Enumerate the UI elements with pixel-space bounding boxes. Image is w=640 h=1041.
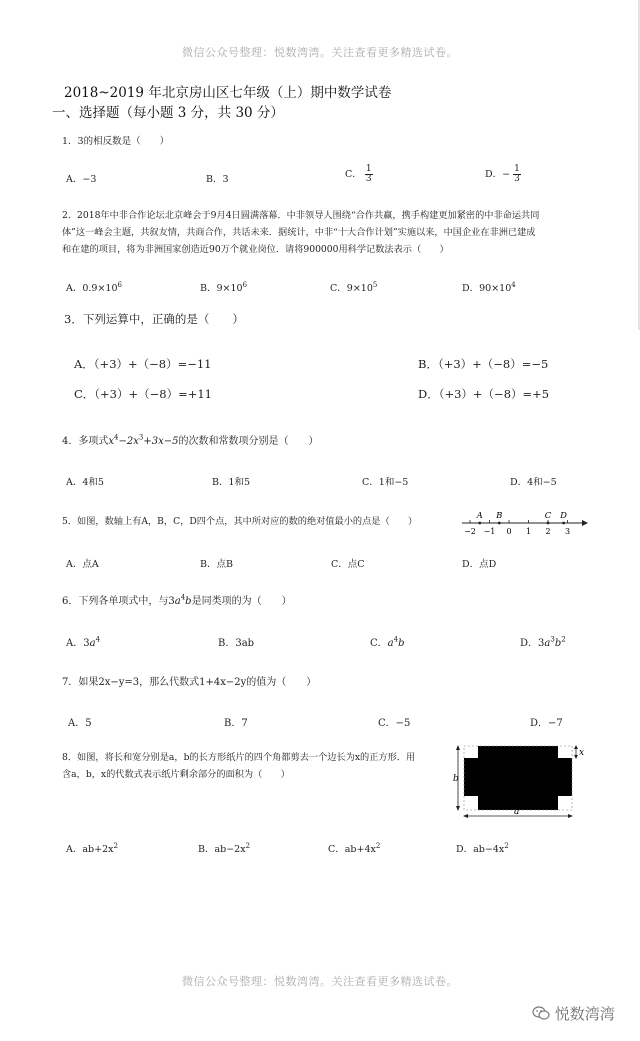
question-3-option-c: C．（+3）+（−8）=+11 <box>74 387 212 401</box>
stem-suffix: 是同类项的为（ ） <box>191 596 292 607</box>
axis-tick-label: 3 <box>564 527 571 536</box>
question-8-option-b <box>198 841 250 855</box>
section-title: 一、选择题（每小题 3 分，共 30 分） <box>52 105 284 121</box>
fraction <box>365 165 373 184</box>
question-8-option-a <box>66 841 118 855</box>
brand-logo <box>532 1003 615 1024</box>
question-2-stem-line-2: 体”这一峰会主题，共叙友情，共商合作，共话未来．据统计，中非“十大合作计划”实施以来，中国企业在非洲已建成 <box>62 227 536 238</box>
question-1-option-c <box>345 165 373 184</box>
question-4-option-c: C．1和−5 <box>362 477 409 488</box>
remaining-paper-shape <box>464 746 572 810</box>
exponent: 2 <box>245 841 251 850</box>
arrow-icon <box>568 814 573 818</box>
option-text: C． <box>370 638 388 649</box>
option-text: D．90×10 <box>462 283 512 294</box>
question-7-stem: 7．如果2x−y=3，那么代数式1+4x−2y的值为（ ） <box>62 677 317 688</box>
option-text: B．9×10 <box>200 283 243 294</box>
question-5-option-b: B．点B <box>200 559 233 570</box>
arrow-icon <box>574 755 578 759</box>
question-1-stem: 1．3的相反数是（ ） <box>62 136 170 147</box>
question-2-option-d <box>462 280 516 294</box>
denominator: 3 <box>514 174 520 184</box>
exponent: 4 <box>511 280 516 289</box>
option-text: A．3 <box>66 638 90 649</box>
option-text: D．3 <box>520 638 545 649</box>
question-7-option-c: C．−5 <box>378 718 411 729</box>
question-6-stem <box>62 592 292 607</box>
wechat-icon <box>532 1005 550 1021</box>
arrow-icon <box>456 806 460 811</box>
question-6-option-c <box>370 634 405 649</box>
fraction <box>513 165 521 184</box>
rectangle-cut-corners-figure <box>448 740 588 820</box>
question-3-option-b: B．（+3）+（−8）=−5 <box>418 357 549 371</box>
axis-point-label: B <box>496 511 503 521</box>
numerator: 1 <box>365 164 372 174</box>
arrow-icon <box>463 814 468 818</box>
option-c-label: C． <box>345 169 362 180</box>
exponent: 5 <box>372 280 378 289</box>
question-5-stem: 5．如图，数轴上有A，B，C，D四个点，其中所对应的数的绝对值最小的点是（ ） <box>62 516 418 527</box>
exponent: 2 <box>113 841 118 850</box>
option-text: D．ab−4x <box>456 844 505 855</box>
question-5-option-a: A．点A <box>66 559 99 570</box>
axis-tick-label: −1 <box>483 527 496 536</box>
question-1-option-d <box>485 165 521 184</box>
question-7-option-d: D．−7 <box>530 718 563 729</box>
question-8-stem-line-2: 含a，b，x的代数式表示纸片剩余部分的面积为（ ） <box>62 769 290 780</box>
axis-tick-label: 0 <box>506 527 512 536</box>
stem-suffix: 的次数和常数项分别是（ ） <box>178 436 319 447</box>
axis-tick-label: 2 <box>545 527 551 536</box>
exponent: 6 <box>242 280 248 289</box>
numerator: 1 <box>514 164 520 174</box>
axis-arrow <box>582 520 588 526</box>
number-line-figure <box>458 508 590 538</box>
question-8-option-d <box>456 841 509 855</box>
option-text: C．9×10 <box>330 283 373 294</box>
brand-logo-text: 悦数湾湾 <box>554 1005 615 1023</box>
question-2-option-a <box>66 280 122 294</box>
question-2-stem-line-3: 和在建的项目，将为非洲国家创造近90万个就业岗位．请将900000用科学记数法表示（ ） <box>62 244 449 255</box>
question-8-option-c <box>328 841 380 855</box>
polynomial: $x^4-2x^3+3x-5$ <box>108 433 179 447</box>
option-text: B．ab−2x <box>198 844 246 855</box>
stem-prefix: 6．下列各单项式中，与3 <box>62 596 175 607</box>
axis-point <box>478 522 481 525</box>
math: $a^4b$ <box>387 635 405 649</box>
question-4-option-a: A．4和5 <box>66 477 104 488</box>
question-2-stem-line-1: 2．2018年中非合作论坛北京峰会于9月4日圆满落幕．中非领导人围绕“合作共赢，携手构建更加紧密的中非命运共同 <box>62 210 540 221</box>
axis-point-label: A <box>476 511 483 521</box>
monomial: $a^4b$ <box>174 593 192 607</box>
axis-point <box>547 522 550 525</box>
arrow-icon <box>456 745 460 750</box>
axis-tick-label: 1 <box>525 527 532 536</box>
question-5-option-d: D．点D <box>462 559 497 570</box>
label-b: b <box>453 774 459 784</box>
option-text: C．ab+4x <box>328 844 376 855</box>
axis-point-label: D <box>560 511 568 521</box>
question-4-option-b: B．1和5 <box>212 477 251 488</box>
question-6-option-b: B．3ab <box>218 638 255 649</box>
exam-title: 2018~2019 年北京房山区七年级（上）期中数学试卷 <box>64 85 392 101</box>
label-a: a <box>514 807 520 817</box>
question-2-option-c <box>330 280 377 294</box>
exponent: 2 <box>375 841 381 850</box>
question-5-option-c: C．点C <box>331 559 365 570</box>
question-1-option-a: A．−3 <box>66 174 97 185</box>
question-6-option-a <box>66 634 100 649</box>
question-4-stem <box>62 432 318 447</box>
stem-prefix: 4．多项式 <box>62 436 109 447</box>
question-6-option-d <box>520 634 566 649</box>
option-text: A．0.9×10 <box>66 283 118 294</box>
arrow-icon <box>574 745 578 749</box>
question-8-stem-line-1: 8．如图，将长和宽分别是a，b的长方形纸片的四个角都剪去一个边长为x的正方形．用 <box>62 752 416 763</box>
axis-point <box>562 522 565 525</box>
exponent: 2 <box>504 841 509 850</box>
watermark-bottom: 微信公众号整理：悦数湾湾。关注查看更多精选试卷。 <box>182 975 458 988</box>
question-1-option-b: B．3 <box>206 174 229 185</box>
denominator: 3 <box>365 174 372 184</box>
question-2-option-b <box>200 280 247 294</box>
question-4-option-d: D．4和−5 <box>510 477 557 488</box>
question-7-option-b: B．7 <box>224 718 248 729</box>
math: $a^3b^2$ <box>544 635 566 649</box>
math: $a^4$ <box>89 635 101 649</box>
watermark-top: 微信公众号整理：悦数湾湾。关注查看更多精选试卷。 <box>182 46 458 59</box>
question-7-option-a: A．5 <box>68 718 92 729</box>
question-3-stem: 3．下列运算中，正确的是（ ） <box>64 312 244 326</box>
label-x: x <box>579 748 585 758</box>
question-3-option-a: A．（+3）+（−8）=−11 <box>74 357 212 371</box>
axis-tick-label: −2 <box>464 527 476 536</box>
exponent: 6 <box>117 280 122 289</box>
question-3-option-d: D．（+3）+（−8）=+5 <box>418 387 550 401</box>
option-d-label: D．− <box>485 169 511 180</box>
axis-point-label: C <box>544 511 552 521</box>
option-text: A．ab+2x <box>66 844 114 855</box>
axis-point <box>498 522 501 525</box>
